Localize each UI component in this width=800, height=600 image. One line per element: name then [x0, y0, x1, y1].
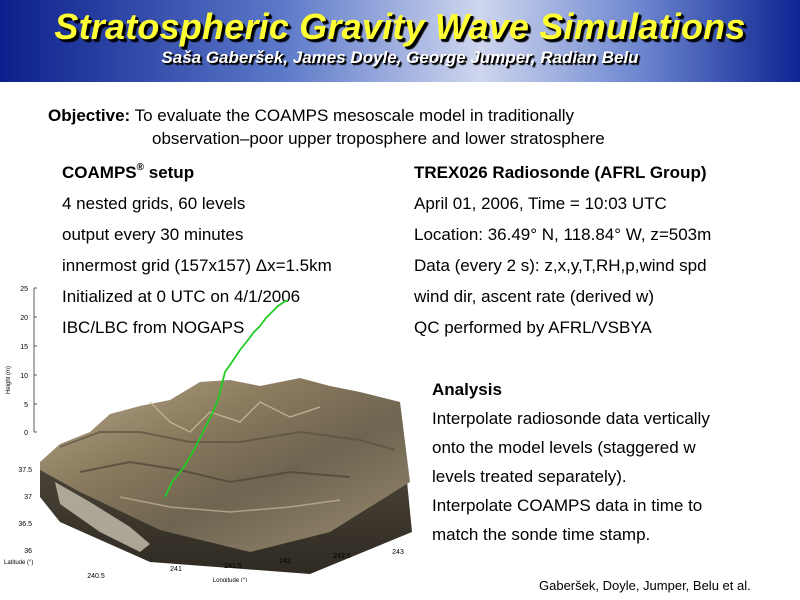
- analysis-section: [432, 375, 792, 549]
- longitude-label: Longitude (°): [212, 578, 248, 582]
- analysis-heading: Analysis: [432, 380, 502, 399]
- radiosonde-item: Location: 36.49° N, 118.84° W, z=503m: [414, 225, 712, 244]
- objective-block: [48, 104, 768, 150]
- radiosonde-section: [414, 157, 800, 343]
- terrain-surface: [40, 378, 412, 574]
- longitude-tick: 242.5: [333, 553, 351, 560]
- coamps-item: innermost grid (157x157) Δx=1.5km: [62, 256, 332, 275]
- radiosonde-item: wind dir, ascent rate (derived w): [414, 287, 654, 306]
- latitude-axis: [4, 467, 33, 566]
- z-axis: [6, 286, 37, 437]
- coamps-item: Initialized at 0 UTC on 4/1/2006: [62, 287, 301, 306]
- coamps-heading: [62, 157, 402, 188]
- analysis-line: Interpolate radiosonde data vertically: [432, 409, 710, 428]
- objective-label: Objective:: [48, 106, 131, 125]
- coamps-item: output every 30 minutes: [62, 225, 244, 244]
- coamps-item: 4 nested grids, 60 levels: [62, 194, 246, 213]
- objective-line-1: To evaluate the COAMPS mesoscale model in traditionally: [134, 106, 575, 125]
- z-tick: 10: [20, 373, 28, 380]
- z-axis-label: Height (m): [6, 365, 12, 395]
- latitude-label: Latitude (°): [4, 560, 34, 566]
- latitude-tick: 37.5: [18, 467, 32, 474]
- latitude-tick: 36: [24, 548, 32, 555]
- longitude-tick: 240.5: [87, 573, 105, 580]
- slide-title: Stratospheric Gravity Wave Simulations: [54, 6, 746, 47]
- radiosonde-item: April 01, 2006, Time = 10:03 UTC: [414, 194, 667, 213]
- registered-mark: ®: [136, 162, 144, 173]
- terrain-3d-figure: [0, 282, 420, 582]
- coamps-heading-text: COAMPS: [62, 163, 137, 182]
- objective-line-2: observation–poor upper troposphere and lower stratosphere: [152, 129, 605, 148]
- z-tick: 15: [20, 344, 28, 351]
- credit-line: Gaberšek, Doyle, Jumper, Belu et al.: [539, 578, 751, 593]
- radiosonde-item: Data (every 2 s): z,x,y,T,RH,p,wind spd: [414, 256, 707, 275]
- z-tick: 5: [24, 402, 28, 409]
- analysis-line: levels treated separately).: [432, 467, 627, 486]
- z-tick: 0: [24, 430, 28, 437]
- latitude-tick: 37: [24, 494, 32, 501]
- longitude-tick: 243: [392, 549, 404, 556]
- latitude-tick: 36.5: [18, 521, 32, 528]
- analysis-line: match the sonde time stamp.: [432, 525, 651, 544]
- coamps-item: IBC/LBC from NOGAPS: [62, 318, 245, 337]
- analysis-line: onto the model levels (staggered w: [432, 438, 696, 457]
- radiosonde-item: QC performed by AFRL/VSBYA: [414, 318, 652, 337]
- radiosonde-heading: TREX026 Radiosonde (AFRL Group): [414, 163, 707, 182]
- longitude-tick: 242: [279, 558, 291, 565]
- z-tick: 25: [20, 286, 28, 293]
- title-banner: [0, 0, 800, 82]
- coamps-heading-suffix: setup: [148, 163, 195, 182]
- longitude-tick: 241: [170, 566, 182, 573]
- z-tick: 20: [20, 315, 28, 322]
- author-list: Saša Gaberšek, James Doyle, George Jumper, Radian Belu: [161, 48, 639, 67]
- longitude-tick: 241.5: [224, 563, 242, 570]
- analysis-line: Interpolate COAMPS data in time to: [432, 496, 703, 515]
